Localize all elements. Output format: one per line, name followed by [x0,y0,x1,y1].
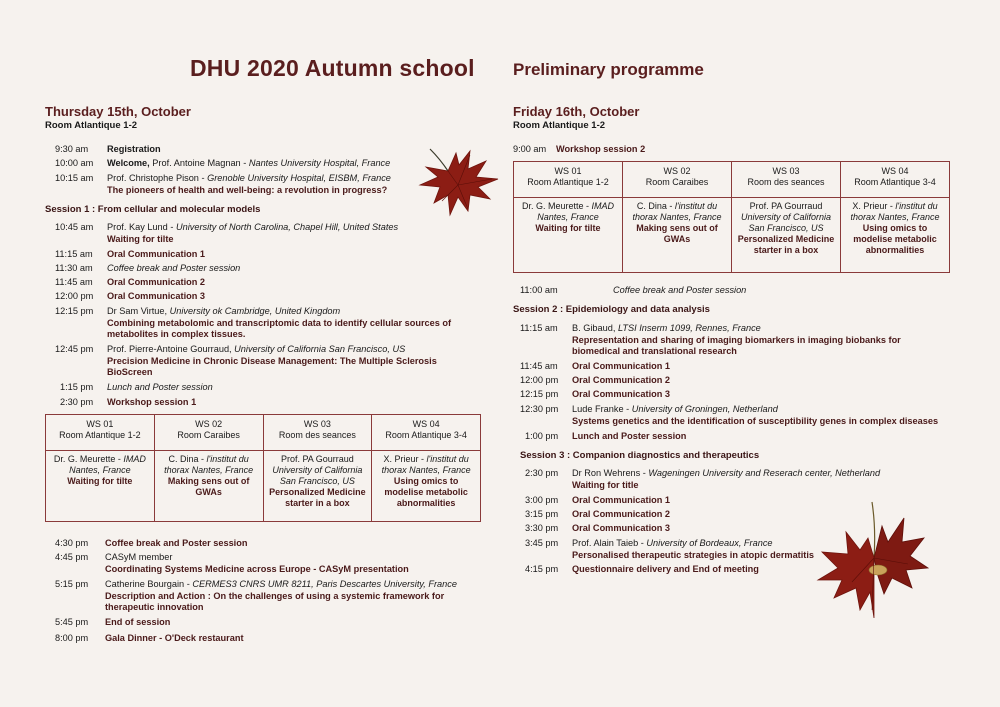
item-label: Oral Communication 3 [572,389,671,399]
table-row [514,198,950,273]
workshop-table-day1 [45,414,481,522]
talk-title: Waiting for title [572,479,639,490]
workshop-cell: Prof. PA Gourraud University of California San Francisco, US Personalized Medicine starter in a box [263,451,372,522]
schedule-row [55,344,475,379]
time: 11:45 am [520,361,558,371]
schedule-row [55,538,475,550]
time: 12:00 pm [520,375,559,385]
time: 1:15 pm [60,382,94,392]
time: 4:30 pm [55,538,89,548]
schedule-row [55,397,475,409]
time: 10:15 am [55,173,94,183]
subtitle: Preliminary programme [513,60,704,79]
speaker: Prof. Kay Lund - [107,222,176,232]
schedule-row [520,389,920,401]
schedule-row [55,263,475,275]
schedule-row [520,285,920,297]
affiliation: University of California San Francisco, US [234,344,406,354]
workshop-table-day2 [513,161,950,273]
item-label: Oral Communication 2 [107,277,206,287]
item-label: Oral Communication 3 [572,523,671,533]
item-label: Oral Communication 1 [572,361,671,371]
time: 11:45 am [55,277,93,287]
speaker: CASyM member [105,552,173,562]
affiliation: Wageningen University and Reserach center, Netherland [648,468,881,478]
speaker: Lude Franke - [572,404,632,414]
schedule-row [55,222,475,245]
item-label: Workshop session 2 [556,144,646,154]
workshop-header: WS 02 Room Caraibes [154,415,263,451]
workshop-cell: C. Dina - l'institut du thorax Nantes, France Making sens out of GWAs [623,198,732,273]
time: 11:15 am [520,323,558,333]
item-label: Oral Communication 2 [572,509,671,519]
talk-title: The pioneers of health and well-being: a revolution in progress? [107,184,388,195]
schedule-row [520,468,940,491]
time: 10:00 am [55,158,94,168]
time: 2:30 pm [525,468,559,478]
session1-title: Session 1 : From cellular and molecular models [45,204,261,215]
workshop-cell: X. Prieur - l'institut du thorax Nantes, France Using omics to modelise metabolic abnormalities [372,451,481,522]
workshop-header: WS 03 Room des seances [732,162,841,198]
day2-title: Friday 16th, October [513,104,640,119]
time: 3:00 pm [525,495,559,505]
affiliation: University of North Carolina, Chapel Hill, United States [175,222,399,232]
session2-title: Session 2 : Epidemiology and data analysis [513,304,710,315]
talk-title: Combining metabolomic and transcriptomic data to identify cellular sources of metabolites in complex tissues. [107,317,452,339]
speaker: Catherine Bourgain - [105,579,193,589]
time: 3:45 pm [525,538,559,548]
maple-leaf-icon [412,145,504,225]
talk-title: Description and Action : On the challenges of using a systemic framework for therapeutic innovation [105,590,445,612]
item-label: Oral Communication 3 [107,291,206,301]
time: 4:45 pm [55,552,89,562]
item-label: Coffee break and Poster session [105,538,248,548]
day2-room: Room Atlantique 1-2 [513,120,606,131]
item-label: Oral Communication 2 [572,375,671,385]
speaker: Prof. Alain Taieb - [572,538,647,548]
workshop-header: WS 02 Room Caraibes [623,162,732,198]
affiliation: CERMES3 CNRS UMR 8211, Paris Descartes University, France [192,579,457,589]
schedule-row [55,277,475,289]
workshop-header: WS 04 Room Atlantique 3-4 [841,162,950,198]
item-label: End of session [105,617,171,627]
table-header-row [46,415,481,451]
schedule-row [55,249,475,261]
speaker: B. Gibaud, [572,323,618,333]
time: 11:15 am [55,249,93,259]
item-label: Oral Communication 1 [572,495,671,505]
speaker: Dr Sam Virtue, [107,306,170,316]
schedule-row [55,633,475,645]
table-header-row [514,162,950,198]
affiliation: Nantes University Hospital, France [248,158,391,168]
time: 1:00 pm [525,431,559,441]
time: 12:30 pm [520,404,559,414]
workshop-header: WS 01 Room Atlantique 1-2 [46,415,155,451]
day1-title: Thursday 15th, October [45,104,191,119]
schedule-row [520,361,920,373]
time: 10:45 am [55,222,94,232]
speaker: Prof. Antoine Magnan - [152,158,249,168]
schedule-row [520,375,920,387]
time: 5:45 pm [55,617,89,627]
speaker: Prof. Pierre-Antoine Gourraud, [107,344,235,354]
schedule-row [55,579,475,614]
talk-title: Personalised therapeutic strategies in atopic dermatitis [572,549,815,560]
time: 12:15 pm [55,306,94,316]
schedule-row [55,382,475,394]
time: 12:00 pm [55,291,94,301]
affiliation: Grenoble University Hospital, EISBM, France [207,173,391,183]
item-label: Oral Communication 1 [107,249,206,259]
affiliation: University ok Cambridge, United Kingdom [169,306,341,316]
time: 2:30 pm [60,397,94,407]
workshop-header: WS 04 Room Atlantique 3-4 [372,415,481,451]
item-label: Questionnaire delivery and End of meeting [572,564,759,574]
item-label: Lunch and Poster session [107,382,213,392]
talk-title: Precision Medicine in Chronic Disease Management: The Multiple Sclerosis BioScreen [107,355,437,377]
affiliation: University of Bordeaux, France [646,538,773,548]
item-label: Lunch and Poster session [572,431,687,441]
session3-title: Session 3 : Companion diagnostics and therapeutics [520,450,760,461]
item-label: Workshop session 1 [107,397,197,407]
time: 3:30 pm [525,523,559,533]
workshop-cell: X. Prieur - l'institut du thorax Nantes, France Using omics to modelise metabolic abnormalities [841,198,950,273]
time: 4:15 pm [525,564,559,574]
schedule-row [520,323,920,358]
item-lead: Welcome, [107,158,150,168]
time: 5:15 pm [55,579,89,589]
table-row [46,451,481,522]
time: 11:30 am [55,263,93,273]
schedule-row [513,144,913,156]
workshop-header: WS 03 Room des seances [263,415,372,451]
workshop-cell: Dr. G. Meurette - IMAD Nantes, France Waiting for tilte [46,451,155,522]
time: 12:45 pm [55,344,94,354]
workshop-cell: C. Dina - l'institut du thorax Nantes, France Making sens out of GWAs [154,451,263,522]
schedule-row [55,552,475,575]
day1-room: Room Atlantique 1-2 [45,120,138,131]
speaker: Dr Ron Wehrens - [572,468,649,478]
schedule-row [55,617,475,629]
schedule-row [520,404,960,427]
schedule-row [520,431,920,443]
time: 9:30 am [55,144,89,154]
affiliation: LTSI Inserm 1099, Rennes, France [617,323,761,333]
item-label: Gala Dinner - O'Deck restaurant [105,633,244,643]
item-label: Coffee break and Poster session [107,263,241,273]
schedule-row [55,173,425,196]
workshop-header: WS 01 Room Atlantique 1-2 [514,162,623,198]
affiliation: University of Groningen, Netherland [631,404,778,414]
time: 9:00 am [513,144,547,154]
talk-title: Systems genetics and the identification of susceptibility genes in complex diseases [572,415,939,426]
item-label: Coffee break and Poster session [613,285,747,295]
schedule-row [55,306,475,341]
maple-leaves-icon [812,498,932,628]
speaker: Prof. Christophe Pison - [107,173,208,183]
time: 8:00 pm [55,633,89,643]
time: 12:15 pm [520,389,559,399]
time: 11:00 am [520,285,558,295]
talk-title: Waiting for tilte [107,233,174,244]
item-label: Registration [107,144,161,154]
talk-title: Representation and sharing of imaging biomarkers in imaging biobanks for biomedical and translational research [572,334,901,356]
workshop-cell: Prof. PA Gourraud University of California San Francisco, US Personalized Medicine starter in a box [732,198,841,273]
time: 3:15 pm [525,509,559,519]
schedule-row [55,291,475,303]
main-title: DHU 2020 Autumn school [190,55,475,81]
workshop-cell: Dr. G. Meurette - IMAD Nantes, France Waiting for tilte [514,198,623,273]
talk-title: Coordinating Systems Medicine across Europe - CASyM presentation [105,563,409,574]
